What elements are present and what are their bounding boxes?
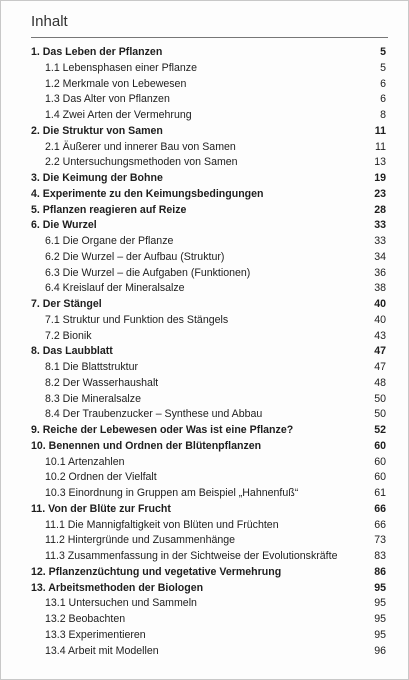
toc-chapter-row[interactable]	[31, 203, 386, 219]
toc-entry-label: 11.3 Zusammenfassung in der Sichtweise der Evolutionskräfte	[45, 550, 338, 562]
toc-section-row[interactable]	[31, 533, 386, 549]
toc-page-number: 33	[374, 235, 386, 247]
toc-entry-label: 13. Arbeitsmethoden der Biologen	[31, 581, 204, 594]
toc-section-row[interactable]	[31, 329, 386, 345]
toc-page-number: 86	[374, 565, 386, 578]
toc-section-row[interactable]	[31, 455, 386, 471]
toc-chapter-row[interactable]	[31, 581, 386, 597]
toc-chapter-row[interactable]	[31, 171, 386, 187]
toc-section-row[interactable]	[31, 92, 386, 108]
title-divider	[31, 37, 388, 38]
toc-page-number: 48	[374, 376, 386, 389]
toc-page-number: 8	[380, 109, 386, 121]
toc-page-number: 60	[374, 439, 386, 452]
toc-page-number: 52	[374, 424, 386, 436]
toc-entry-label: 9. Reiche der Lebewesen oder Was ist eine Pflanze?	[31, 424, 294, 436]
toc-page-number: 23	[374, 187, 386, 200]
toc-entry-label: 1.2 Merkmale von Lebewesen	[45, 77, 187, 90]
toc-section-row[interactable]	[31, 266, 386, 282]
toc-page-number: 47	[374, 361, 386, 373]
toc-section-row[interactable]	[31, 108, 386, 124]
toc-section-row[interactable]	[31, 628, 386, 644]
toc-section-row[interactable]	[31, 392, 386, 408]
toc-entry-label: 12. Pflanzenzüchtung und vegetative Vermehrung	[31, 565, 282, 578]
toc-entry-label: 6.1 Die Organe der Pflanze	[45, 235, 174, 247]
toc-section-row[interactable]	[31, 61, 386, 77]
toc-chapter-row[interactable]	[31, 218, 386, 234]
toc-entry-label: 8.4 Der Traubenzucker – Synthese und Abbau	[45, 408, 263, 421]
toc-entry-label: 6.4 Kreislauf der Mineralsalze	[45, 282, 185, 295]
toc-entry-label: 7.2 Bionik	[45, 329, 92, 342]
toc-page-number: 6	[380, 77, 386, 90]
toc-page-number: 95	[374, 597, 386, 610]
toc-entry-label: 1.1 Lebensphasen einer Pflanze	[45, 61, 197, 74]
toc-page-number: 33	[374, 219, 386, 232]
toc-page-number: 6	[380, 93, 386, 106]
toc-page-number: 95	[374, 613, 386, 625]
toc-section-row[interactable]	[31, 596, 386, 612]
toc-section-row[interactable]	[31, 376, 386, 392]
toc-chapter-row[interactable]	[31, 565, 386, 581]
toc-entry-label: 10.2 Ordnen der Vielfalt	[45, 471, 157, 484]
toc-page-number: 40	[374, 298, 386, 310]
toc-entry-label: 11. Von der Blüte zur Frucht	[31, 502, 171, 515]
toc-chapter-row[interactable]	[31, 502, 386, 518]
toc-section-row[interactable]	[31, 470, 386, 486]
toc-entry-label: 1.3 Das Alter von Pflanzen	[45, 93, 170, 106]
toc-page-number: 11	[375, 140, 386, 153]
toc-section-row[interactable]	[31, 518, 386, 534]
toc-page-number: 5	[380, 46, 386, 58]
toc-section-row[interactable]	[31, 644, 386, 660]
toc-entry-label: 1.4 Zwei Arten der Vermehrung	[45, 109, 192, 121]
toc-entry-label: 6.2 Die Wurzel – der Aufbau (Struktur)	[45, 250, 225, 263]
toc-page-number: 36	[374, 266, 386, 279]
toc-page-number: 50	[374, 408, 386, 421]
toc-page-number: 83	[374, 550, 386, 562]
toc-page-number: 5	[380, 61, 386, 74]
toc-entry-label: 1. Das Leben der Pflanzen	[31, 46, 163, 58]
toc-section-row[interactable]	[31, 407, 386, 423]
toc-page-number: 61	[374, 487, 386, 499]
toc-page-number: 11	[374, 124, 386, 137]
toc-section-row[interactable]	[31, 155, 386, 171]
toc-chapter-row[interactable]	[31, 344, 386, 360]
toc-page-number: 96	[374, 644, 386, 657]
toc-entry-label: 6.3 Die Wurzel – die Aufgaben (Funktionen)	[45, 266, 251, 279]
toc-page-number: 66	[374, 518, 386, 531]
toc-chapter-row[interactable]	[31, 423, 386, 439]
toc-page-number: 13	[374, 156, 386, 169]
toc-page-number: 95	[374, 581, 386, 594]
toc-section-row[interactable]	[31, 234, 386, 250]
toc-page-number: 95	[374, 628, 386, 641]
toc-entry-label: 5. Pflanzen reagieren auf Reize	[31, 203, 187, 216]
toc-page-number: 28	[374, 203, 386, 216]
toc-section-row[interactable]	[31, 140, 386, 156]
toc-section-row[interactable]	[31, 313, 386, 329]
toc-entry-label: 13.1 Untersuchen und Sammeln	[45, 597, 197, 610]
toc-section-row[interactable]	[31, 486, 386, 502]
toc-entry-label: 13.2 Beobachten	[45, 613, 126, 625]
toc-page-number: 66	[374, 502, 386, 515]
table-of-contents	[31, 45, 386, 659]
toc-page-number: 73	[374, 534, 386, 547]
toc-section-row[interactable]	[31, 281, 386, 297]
toc-entry-label: 2.1 Äußerer und innerer Bau von Samen	[45, 140, 236, 153]
toc-entry-label: 10.1 Artenzahlen	[45, 455, 125, 468]
toc-section-row[interactable]	[31, 549, 386, 565]
toc-entry-label: 6. Die Wurzel	[31, 219, 97, 232]
toc-entry-label: 8. Das Laubblatt	[31, 345, 113, 358]
toc-chapter-row[interactable]	[31, 187, 386, 203]
toc-page-number: 47	[374, 345, 386, 358]
toc-entry-label: 13.3 Experimentieren	[45, 628, 146, 641]
toc-entry-label: 2. Die Struktur von Samen	[31, 124, 163, 137]
toc-chapter-row[interactable]	[31, 124, 386, 140]
toc-section-row[interactable]	[31, 250, 386, 266]
toc-page-number: 43	[374, 329, 386, 342]
toc-entry-label: 8.3 Die Mineralsalze	[45, 392, 141, 405]
toc-entry-label: 3. Die Keimung der Bohne	[31, 172, 163, 184]
toc-chapter-row[interactable]	[31, 297, 386, 313]
toc-page-number: 60	[374, 471, 386, 484]
toc-section-row[interactable]	[31, 360, 386, 376]
toc-section-row[interactable]	[31, 612, 386, 628]
toc-page-number: 60	[374, 455, 386, 468]
toc-entry-label: 2.2 Untersuchungsmethoden von Samen	[45, 156, 238, 169]
toc-page-number: 19	[374, 172, 386, 184]
toc-entry-label: 7. Der Stängel	[31, 298, 102, 310]
toc-page-number: 34	[374, 250, 386, 263]
toc-page-number: 50	[374, 392, 386, 405]
toc-entry-label: 7.1 Struktur und Funktion des Stängels	[45, 313, 229, 326]
toc-chapter-row[interactable]	[31, 45, 386, 61]
toc-entry-label: 10. Benennen und Ordnen der Blütenpflanzen	[31, 439, 262, 452]
toc-chapter-row[interactable]	[31, 439, 386, 455]
toc-entry-label: 8.1 Die Blattstruktur	[45, 361, 139, 373]
toc-section-row[interactable]	[31, 77, 386, 93]
toc-entry-label: 4. Experimente zu den Keimungsbedingungen	[31, 187, 264, 200]
toc-page-number: 38	[374, 282, 386, 295]
toc-entry-label: 13.4 Arbeit mit Modellen	[45, 644, 159, 657]
toc-entry-label: 11.1 Die Mannigfaltigkeit von Blüten und Früchten	[45, 518, 279, 531]
toc-entry-label: 10.3 Einordnung in Gruppen am Beispiel „Hahnenfuß“	[45, 487, 299, 499]
toc-entry-label: 8.2 Der Wasserhaushalt	[45, 376, 159, 389]
toc-page-number: 40	[374, 313, 386, 326]
page-title: Inhalt	[31, 13, 68, 30]
toc-entry-label: 11.2 Hintergründe und Zusammenhänge	[45, 534, 236, 547]
